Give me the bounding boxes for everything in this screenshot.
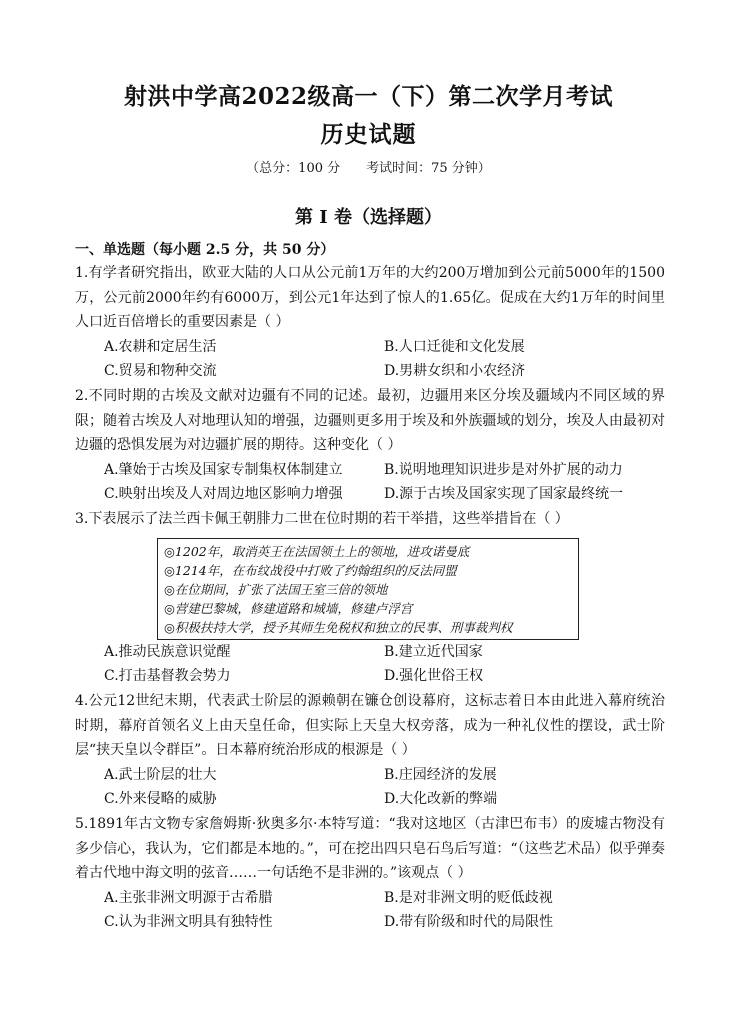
option-d: D.带有阶级和时代的局限性: [384, 914, 554, 930]
question-1-stem: 1.有学者研究指出，欧亚大陆的人口从公元前1万年的大约200万增加到公元前5000年的1500万，公元前2000年约有6000万，到公元1年达到了惊人的1.65亿。促成在大约1万年的时间里人口近百倍增长的重要因素是（ ）: [75, 265, 665, 330]
measure-item: ◎1202年，取消英王在法国领土上的领地，进攻诺曼底: [164, 544, 470, 559]
question-5-options: [104, 886, 664, 934]
question-2-stem: 2.不同时期的古埃及文献对边疆有不同的记述。最初，边疆用来区分埃及疆域内不同区域的界限；随着古埃及人对地理认知的增强，边疆则更多用于埃及和外族疆域的划分，埃及人由最初对边疆的恐惧发展为对边疆扩展的期待。这种变化（ ）: [75, 388, 665, 453]
exam-time: 考试时间：75 分钟）: [366, 161, 491, 176]
option-d: D.男耕女织和小农经济: [384, 363, 526, 379]
measure-item: ◎营建巴黎城，修建道路和城墙，修建卢浮宫: [164, 601, 413, 616]
option-a: A.主张非洲文明源于古希腊: [104, 890, 273, 906]
option-b: B.建立近代国家: [384, 644, 483, 660]
question-3-options: [104, 640, 664, 688]
option-a: A.武士阶层的壮大: [104, 767, 217, 783]
option-c: C.外来侵略的威胁: [104, 791, 217, 807]
measures-table: [157, 538, 579, 640]
exam-meta: [0, 157, 737, 176]
option-d: D.大化改新的弊端: [384, 791, 498, 807]
subject-title: 历史试题: [320, 121, 417, 148]
question-1-options: [104, 335, 664, 383]
option-c: C.认为非洲文明具有独特性: [104, 914, 273, 930]
measure-item: ◎在位期间，扩张了法国王室三倍的领地: [164, 582, 388, 597]
option-b: B.人口迁徙和文化发展: [384, 339, 525, 355]
question-2-options: [104, 458, 664, 506]
total-score: （总分：100 分: [246, 161, 341, 176]
part-title: 第 I 卷（选择题）: [295, 207, 442, 228]
option-b: B.说明地理知识进步是对外扩展的动力: [384, 462, 623, 478]
question-3-stem: 3.下表展示了法兰西卡佩王朝腓力二世在位时期的若干举措，这些举措旨在（ ）: [75, 511, 569, 527]
question-4-stem: 4.公元12世纪末期，代表武士阶层的源赖朝在镰仓创设幕府，这标志着日本由此进入幕府统治时期，幕府首领名义上由天皇任命，但实际上天皇大权旁落，成为一种礼仪性的摆设，武士阶层“挟天皇以令群臣”。日本幕府统治形成的根源是（ ）: [75, 693, 665, 758]
option-a: A.肇始于古埃及国家专制集权体制建立: [104, 462, 343, 478]
exam-title: 射洪中学高2022级高一（下）第二次学月考试: [123, 83, 613, 110]
option-b: B.是对非洲文明的贬低歧视: [384, 890, 553, 906]
option-d: D.强化世俗王权: [384, 668, 484, 684]
option-a: A.农耕和定居生活: [104, 339, 217, 355]
measure-item: ◎1214年，在布纹战役中打败了约翰组织的反法同盟: [164, 563, 457, 578]
option-b: B.庄园经济的发展: [384, 767, 497, 783]
option-c: C.打击基督教会势力: [104, 668, 231, 684]
option-c: C.映射出埃及人对周边地区影响力增强: [104, 486, 343, 502]
question-5-stem: 5.1891年古文物专家詹姆斯·狄奥多尔·本特写道：“我对这地区（古津巴布韦）的废墟古物没有多少信心，我认为，它们都是本地的。”，可在挖出四只皂石鸟后写道：“（这些艺术品）似乎弹奏着古代地中海文明的弦音……一句话绝不是非洲的。”该观点（ ）: [75, 816, 665, 881]
option-c: C.贸易和物种交流: [104, 363, 217, 379]
question-4-options: [104, 763, 664, 811]
section-title: 一、单选题（每小题 2.5 分，共 50 分）: [75, 242, 335, 258]
option-a: A.推动民族意识觉醒: [104, 644, 231, 660]
measure-item: ◎积极扶持大学，授予其师生免税权和独立的民事、刑事裁判权: [164, 620, 513, 635]
option-d: D.源于古埃及国家实现了国家最终统一: [384, 486, 624, 502]
